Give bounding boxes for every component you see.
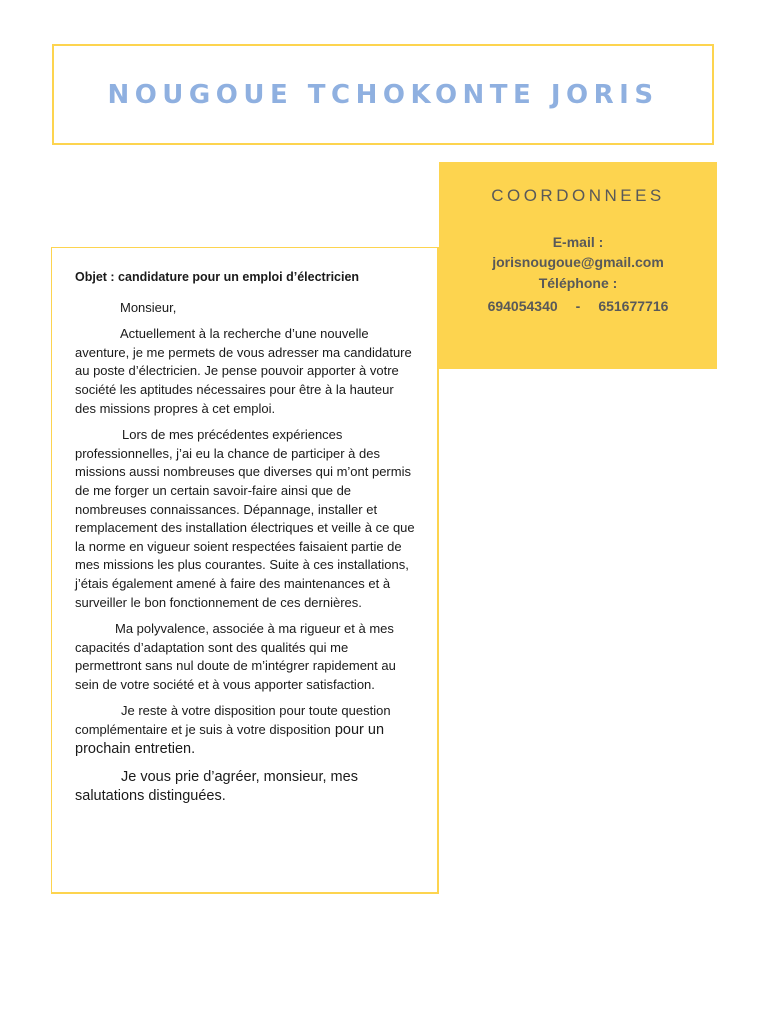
- letter-paragraph-4: [75, 702, 415, 758]
- phone-separator: -: [575, 298, 581, 314]
- letter-salutation: Monsieur,: [120, 299, 177, 315]
- contact-details: [439, 232, 717, 316]
- email-label: E-mail :: [552, 234, 604, 250]
- letter-closing: Je vous prie d’agréer, monsieur, mes salutations distinguées.: [75, 769, 358, 805]
- letter-subject: Objet : candidature pour un emploi d’électricien: [75, 270, 360, 284]
- contact-panel: [439, 162, 717, 369]
- phone-number-1: 694054340: [487, 298, 558, 314]
- email-value: jorisnougoue@gmail.com: [492, 254, 664, 270]
- cover-letter-body: [75, 268, 415, 806]
- letter-paragraph-1: Actuellement à la recherche d’une nouvelle aventure, je me permets de vous adresser ma candidature au poste d’électricien. Je pense pouvoir apporter à votre société les aptitudes nécessaires pour être à la hauteur des missions propres à cet emploi.: [75, 326, 412, 416]
- phone-label: Téléphone :: [538, 275, 618, 291]
- letter-paragraph-2: Lors de mes précédentes expériences professionnelles, j’ai eu la chance de participer à des missions aussi nombreuses que diverses qui m’ont permis de me forger un certain savoir-faire ainsi que de nombreuses connaissances. Dépannage, installer et remplacement des installation électriques et veille à ce que la norme en vigueur soient respectées faisaient partie de mes missions les plus courantes. Suite à ces installations, j’étais également amené à faire des maintenances et à surveiller le bon fonctionnement de ces dernières.: [75, 427, 415, 610]
- contact-heading: COORDONNEES: [491, 186, 665, 205]
- letter-paragraph-4-start: Je reste à votre disposition pour toute question complémentaire et je suis à votre disposition: [75, 703, 391, 738]
- phone-numbers: [439, 296, 717, 316]
- phone-number-2: 651677716: [598, 298, 669, 314]
- letter-paragraph-4-end: pour un prochain entretien.: [75, 722, 385, 757]
- cover-letter-box: [51, 247, 439, 894]
- letter-paragraph-3: Ma polyvalence, associée à ma rigueur et à mes capacités d’adaptation sont des qualités qui me permettront sans nul doute de m’intégrer rapidement au sein de votre société et à vous apporter satisfaction.: [75, 621, 396, 692]
- applicant-name: NOUGOUE TCHOKONTE JORIS: [107, 79, 659, 110]
- name-header-box: [52, 44, 714, 145]
